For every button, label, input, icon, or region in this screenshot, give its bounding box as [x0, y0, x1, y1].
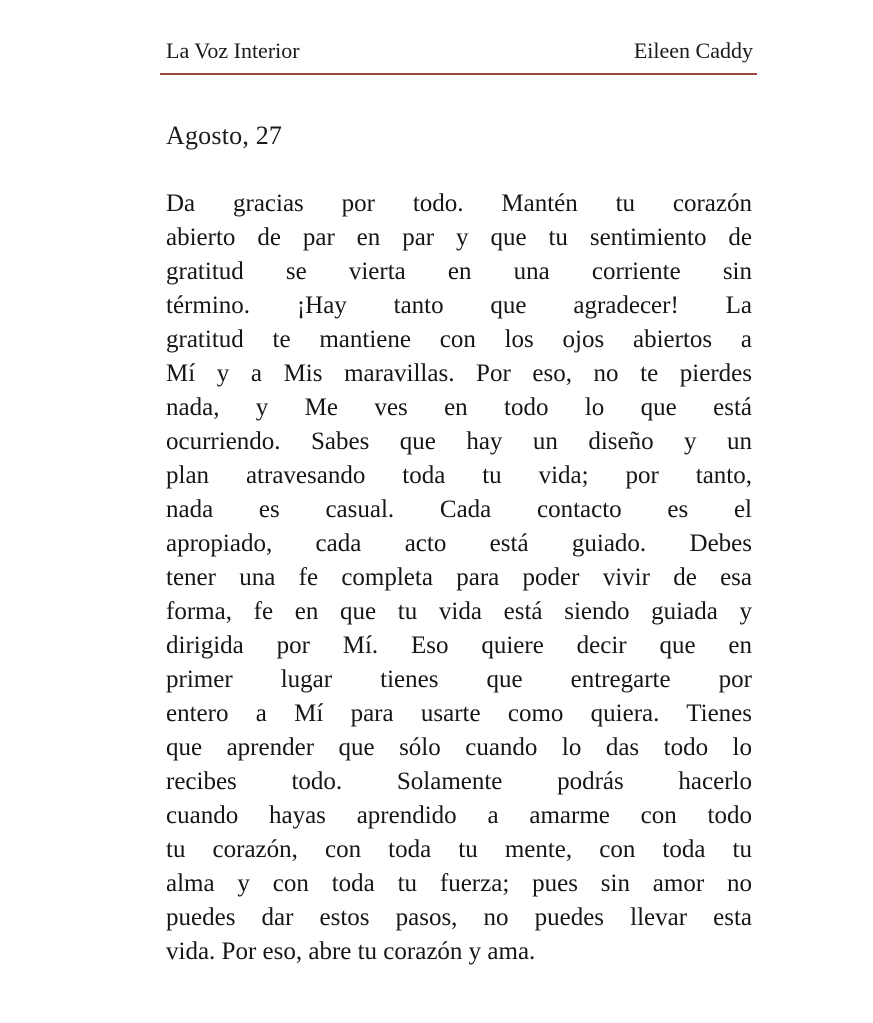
paragraph-line: que aprender que sólo cuando lo das todo lo	[166, 734, 752, 761]
paragraph-line: nada es casual. Cada contacto es el	[166, 496, 752, 523]
author-name: Eileen Caddy	[633, 38, 753, 63]
paragraph-line: forma, fe en que tu vida está siendo guiada y	[166, 598, 752, 625]
page-content	[166, 121, 752, 969]
body-paragraph	[166, 187, 752, 969]
paragraph-line: recibes todo. Solamente podrás hacerlo	[166, 768, 752, 795]
paragraph-line: vida. Por eso, abre tu corazón y ama.	[166, 938, 536, 965]
paragraph-line: gratitud se vierta en una corriente sin	[166, 258, 752, 285]
paragraph-line: tener una fe completa para poder vivir de esa	[166, 564, 752, 591]
paragraph-line: plan atravesando toda tu vida; por tanto,	[166, 462, 752, 489]
paragraph-line: cuando hayas aprendido a amarme con todo	[166, 802, 752, 829]
book-title: La Voz Interior	[166, 38, 300, 63]
paragraph-line: nada, y Me ves en todo lo que está	[166, 394, 752, 421]
date-heading: Agosto, 27	[166, 121, 283, 150]
paragraph-line: Da gracias por todo. Mantén tu corazón	[166, 190, 752, 217]
running-header	[160, 38, 757, 75]
paragraph-line: puedes dar estos pasos, no puedes llevar esta	[166, 904, 752, 931]
paragraph-line: abierto de par en par y que tu sentimiento de	[166, 224, 752, 251]
paragraph-line: término. ¡Hay tanto que agradecer! La	[166, 292, 752, 319]
paragraph-line: alma y con toda tu fuerza; pues sin amor no	[166, 870, 752, 897]
book-page	[160, 38, 757, 969]
paragraph-line: gratitud te mantiene con los ojos abiertos a	[166, 326, 752, 353]
paragraph-line: tu corazón, con toda tu mente, con toda tu	[166, 836, 752, 863]
paragraph-line: dirigida por Mí. Eso quiere decir que en	[166, 632, 752, 659]
paragraph-line: primer lugar tienes que entregarte por	[166, 666, 752, 693]
paragraph-line: apropiado, cada acto está guiado. Debes	[166, 530, 752, 557]
paragraph-line: entero a Mí para usarte como quiera. Tienes	[166, 700, 752, 727]
paragraph-line: Mí y a Mis maravillas. Por eso, no te pierdes	[166, 360, 752, 387]
paragraph-line: ocurriendo. Sabes que hay un diseño y un	[166, 428, 752, 455]
